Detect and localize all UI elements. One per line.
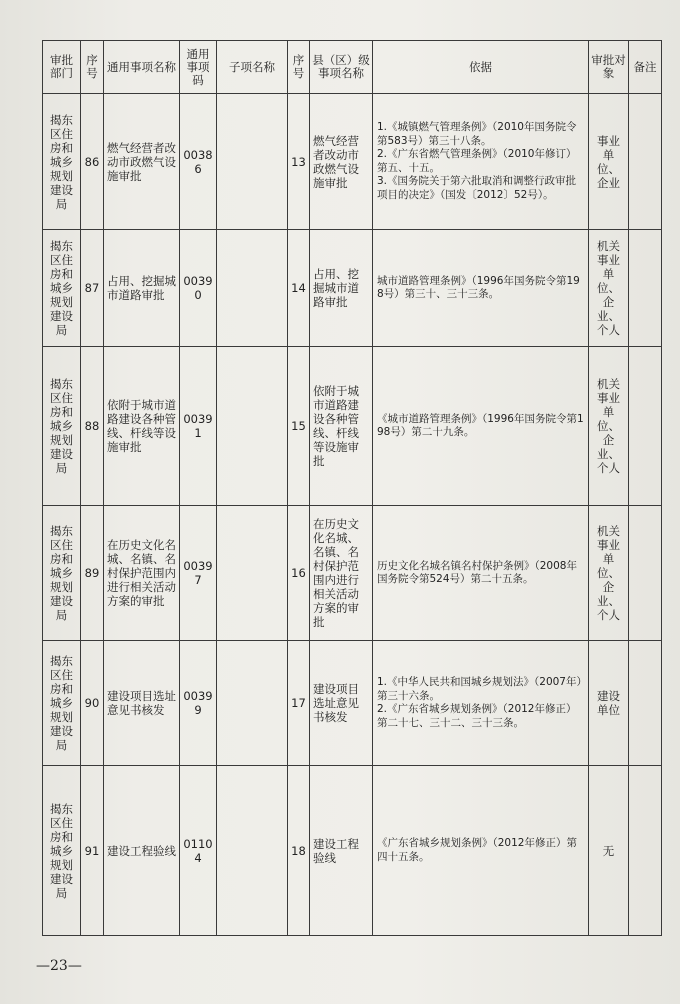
basis-cell xyxy=(373,347,589,506)
header-dept: 审批部门 xyxy=(43,41,81,94)
item-code-cell: 00390 xyxy=(180,230,217,347)
item-name-cell: 建设工程验线 xyxy=(104,766,180,936)
county-item-cell: 建设工程验线 xyxy=(310,766,373,936)
item-code-cell: 00399 xyxy=(180,641,217,766)
table-row xyxy=(43,347,662,506)
table-row xyxy=(43,641,662,766)
header-item-code: 通用事项码 xyxy=(180,41,217,94)
header-seq2: 序号 xyxy=(288,41,310,94)
county-item-cell: 在历史文化名城、名镇、名村保护范围内进行相关活动方案的审批 xyxy=(310,506,373,641)
basis-line: 1.《中华人民共和国城乡规划法》（2007年）第三十六条。 xyxy=(377,676,582,702)
remark-cell xyxy=(629,94,662,230)
item-name-cell: 占用、挖掘城市道路审批 xyxy=(104,230,180,347)
basis-line: 《城市道路管理条例》（1996年国务院令第198号）第二十九条。 xyxy=(377,412,584,438)
remark-cell xyxy=(629,766,662,936)
county-item-cell: 建设项目选址意见书核发 xyxy=(310,641,373,766)
seq2-cell: 18 xyxy=(288,766,310,936)
dept-cell: 揭东区住房和城乡规划建设局 xyxy=(43,230,81,347)
basis-cell xyxy=(373,766,589,936)
sub-item-cell xyxy=(217,94,288,230)
table-row xyxy=(43,506,662,641)
sub-item-cell xyxy=(217,230,288,347)
basis-cell xyxy=(373,641,589,766)
seq-cell: 90 xyxy=(81,641,104,766)
table-header-row xyxy=(43,41,662,94)
remark-cell xyxy=(629,641,662,766)
header-seq: 序号 xyxy=(81,41,104,94)
item-code-cell: 00386 xyxy=(180,94,217,230)
basis-line: 1.《城镇燃气管理条例》（2010年国务院令第583号）第三十八条。 xyxy=(377,121,577,147)
item-name-cell: 燃气经营者改动市政燃气设施审批 xyxy=(104,94,180,230)
sub-item-cell xyxy=(217,641,288,766)
item-code-cell: 00397 xyxy=(180,506,217,641)
seq-cell: 88 xyxy=(81,347,104,506)
header-county-item: 县（区）级事项名称 xyxy=(310,41,373,94)
basis-line: 3.《国务院关于第六批取消和调整行政审批项目的决定》（国发〔2012〕52号）。 xyxy=(377,175,577,201)
seq2-cell: 14 xyxy=(288,230,310,347)
table-row xyxy=(43,94,662,230)
basis-cell xyxy=(373,94,589,230)
item-name-cell: 依附于城市道路建设各种管线、杆线等设施审批 xyxy=(104,347,180,506)
header-basis: 依据 xyxy=(373,41,589,94)
target-cell: 建设单位 xyxy=(589,641,629,766)
target-cell: 无 xyxy=(589,766,629,936)
item-name-cell: 建设项目选址意见书核发 xyxy=(104,641,180,766)
remark-cell xyxy=(629,347,662,506)
page-number: —23— xyxy=(36,958,82,974)
header-target: 审批对象 xyxy=(589,41,629,94)
header-remark: 备注 xyxy=(629,41,662,94)
county-item-cell: 依附于城市道路建设各种管线、杆线等设施审批 xyxy=(310,347,373,506)
basis-line: 2.《广东省城乡规划条例》（2012年修正）第二十七、三十二、三十三条。 xyxy=(377,703,577,729)
basis-line: 城市道路管理条例》（1996年国务院令第198号）第三十、三十三条。 xyxy=(377,274,580,300)
seq2-cell: 13 xyxy=(288,94,310,230)
dept-cell: 揭东区住房和城乡规划建设局 xyxy=(43,641,81,766)
sub-item-cell xyxy=(217,766,288,936)
remark-cell xyxy=(629,506,662,641)
seq-cell: 91 xyxy=(81,766,104,936)
item-code-cell: 00391 xyxy=(180,347,217,506)
header-item-name: 通用事项名称 xyxy=(104,41,180,94)
dept-cell: 揭东区住房和城乡规划建设局 xyxy=(43,94,81,230)
target-cell: 机关事业单位、企业、个人 xyxy=(589,506,629,641)
dept-cell: 揭东区住房和城乡规划建设局 xyxy=(43,766,81,936)
seq-cell: 86 xyxy=(81,94,104,230)
remark-cell xyxy=(629,230,662,347)
header-sub-item: 子项名称 xyxy=(217,41,288,94)
county-item-cell: 燃气经营者改动市政燃气设施审批 xyxy=(310,94,373,230)
target-cell: 机关事业单位、企业、个人 xyxy=(589,347,629,506)
sub-item-cell xyxy=(217,347,288,506)
target-cell: 机关事业单位、企业、个人 xyxy=(589,230,629,347)
seq-cell: 87 xyxy=(81,230,104,347)
county-item-cell: 占用、挖掘城市道路审批 xyxy=(310,230,373,347)
seq2-cell: 16 xyxy=(288,506,310,641)
seq-cell: 89 xyxy=(81,506,104,641)
table-row xyxy=(43,230,662,347)
basis-line: 2.《广东省燃气管理条例》（2010年修订）第五、十五。 xyxy=(377,148,577,174)
approval-items-table xyxy=(42,40,662,936)
item-code-cell: 01104 xyxy=(180,766,217,936)
target-cell: 事业单位、企业 xyxy=(589,94,629,230)
sub-item-cell xyxy=(217,506,288,641)
seq2-cell: 17 xyxy=(288,641,310,766)
table-row xyxy=(43,766,662,936)
basis-cell xyxy=(373,506,589,641)
item-name-cell: 在历史文化名城、名镇、名村保护范围内进行相关活动方案的审批 xyxy=(104,506,180,641)
seq2-cell: 15 xyxy=(288,347,310,506)
basis-line: 历史文化名城名镇名村保护条例》（2008年国务院令第524号）第二十五条。 xyxy=(377,559,577,585)
dept-cell: 揭东区住房和城乡规划建设局 xyxy=(43,347,81,506)
basis-line: 《广东省城乡规划条例》（2012年修正）第四十五条。 xyxy=(377,837,577,863)
dept-cell: 揭东区住房和城乡规划建设局 xyxy=(43,506,81,641)
basis-cell xyxy=(373,230,589,347)
